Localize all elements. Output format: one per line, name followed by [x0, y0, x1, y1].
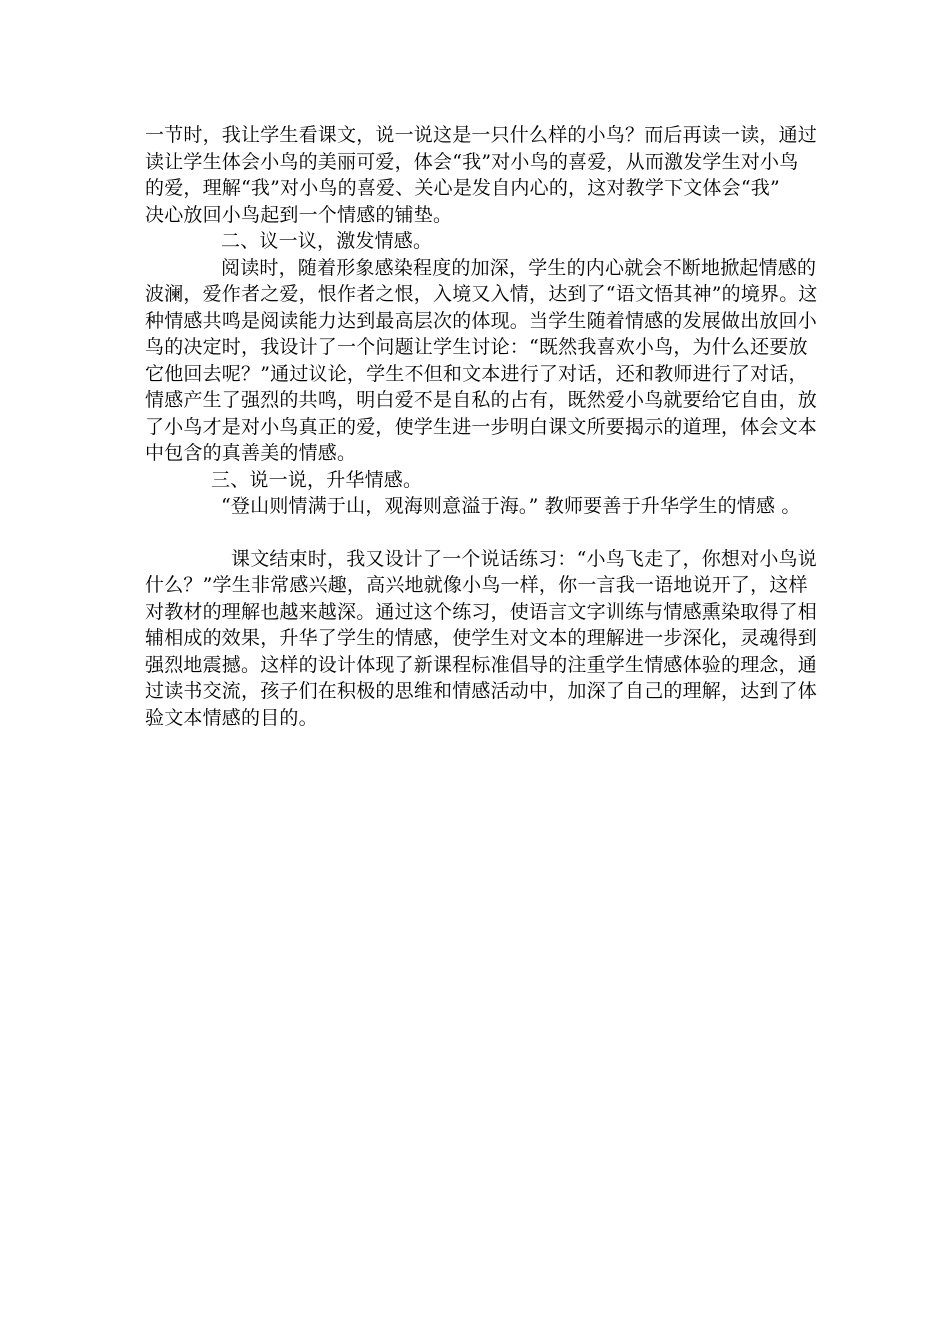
paragraph-line: 种情感共鸣是阅读能力达到最高层次的体现。当学生随着情感的发展做出放回小: [145, 309, 818, 332]
paragraph-line: 鸟的决定时，我设计了一个问题让学生讨论：“既然我喜欢小鸟，为什么还要放: [145, 336, 808, 358]
paragraph-line: 波澜，爱作者之爱，恨作者之恨，入境又入情，达到了“语文悟其神”的境界。这: [145, 283, 818, 305]
paragraph-line: 什么？”学生非常感兴趣，高兴地就像小鸟一样，你一言我一语地说开了，这样: [145, 574, 808, 596]
paragraph-line: 辅相成的效果，升华了学生的情感，使学生对文本的理解进一步深化，灵魂得到: [145, 627, 818, 649]
paragraph-line: 对教材的理解也越来越深。通过这个练习，使语言文字训练与情感熏染取得了相: [145, 600, 818, 623]
paragraph-line: 一节时，我让学生看课文，说一说这是一只什么样的小鸟？而后再读一读，通过: [145, 124, 818, 146]
section-heading-3: 三、说一说，升华情感。: [211, 468, 423, 491]
paragraph-line: 过读书交流，孩子们在积极的思维和情感活动中，加深了自己的理解，达到了体: [145, 680, 818, 702]
paragraph-line: 了小鸟才是对小鸟真正的爱，使学生进一步明白课文所要揭示的道理，体会文本: [145, 415, 818, 438]
section-heading-2: 二、议一议，激发情感。: [221, 230, 433, 252]
paragraph-line: 课文结束时，我又设计了一个说话练习：“小鸟飞走了，你想对小鸟说: [231, 547, 817, 570]
paragraph-line: 决心放回小鸟起到一个情感的铺垫。: [145, 203, 453, 226]
quote-line: “登山则情满于山，观海则意溢于海。” 教师要善于升华学生的情感 。: [221, 495, 801, 517]
paragraph-line: 它他回去呢？”通过议论，学生不但和文本进行了对话，还和教师进行了对话，: [145, 362, 808, 385]
paragraph-line: 验文本情感的目的。: [145, 706, 318, 729]
paragraph-line: 强烈地震撼。这样的设计体现了新课程标准倡导的注重学生情感体验的理念，通: [145, 653, 818, 676]
paragraph-line: 阅读时，随着形象感染程度的加深，学生的内心就会不断地掀起情感的: [221, 256, 817, 279]
paragraph-line: 情感产生了强烈的共鸣，明白爱不是自私的占有，既然爱小鸟就要给它自由，放: [145, 389, 818, 411]
paragraph-line: 的爱，理解“我”对小鸟的喜爱、关心是发自内心的，这对教学下文体会“我”: [145, 177, 780, 199]
paragraph-line: 读让学生体会小鸟的美丽可爱，体会“我”对小鸟的喜爱，从而激发学生对小鸟: [145, 150, 799, 173]
document-body: [145, 122, 818, 731]
blank-line: [145, 520, 810, 546]
paragraph-line: 中包含的真善美的情感。: [145, 442, 357, 464]
